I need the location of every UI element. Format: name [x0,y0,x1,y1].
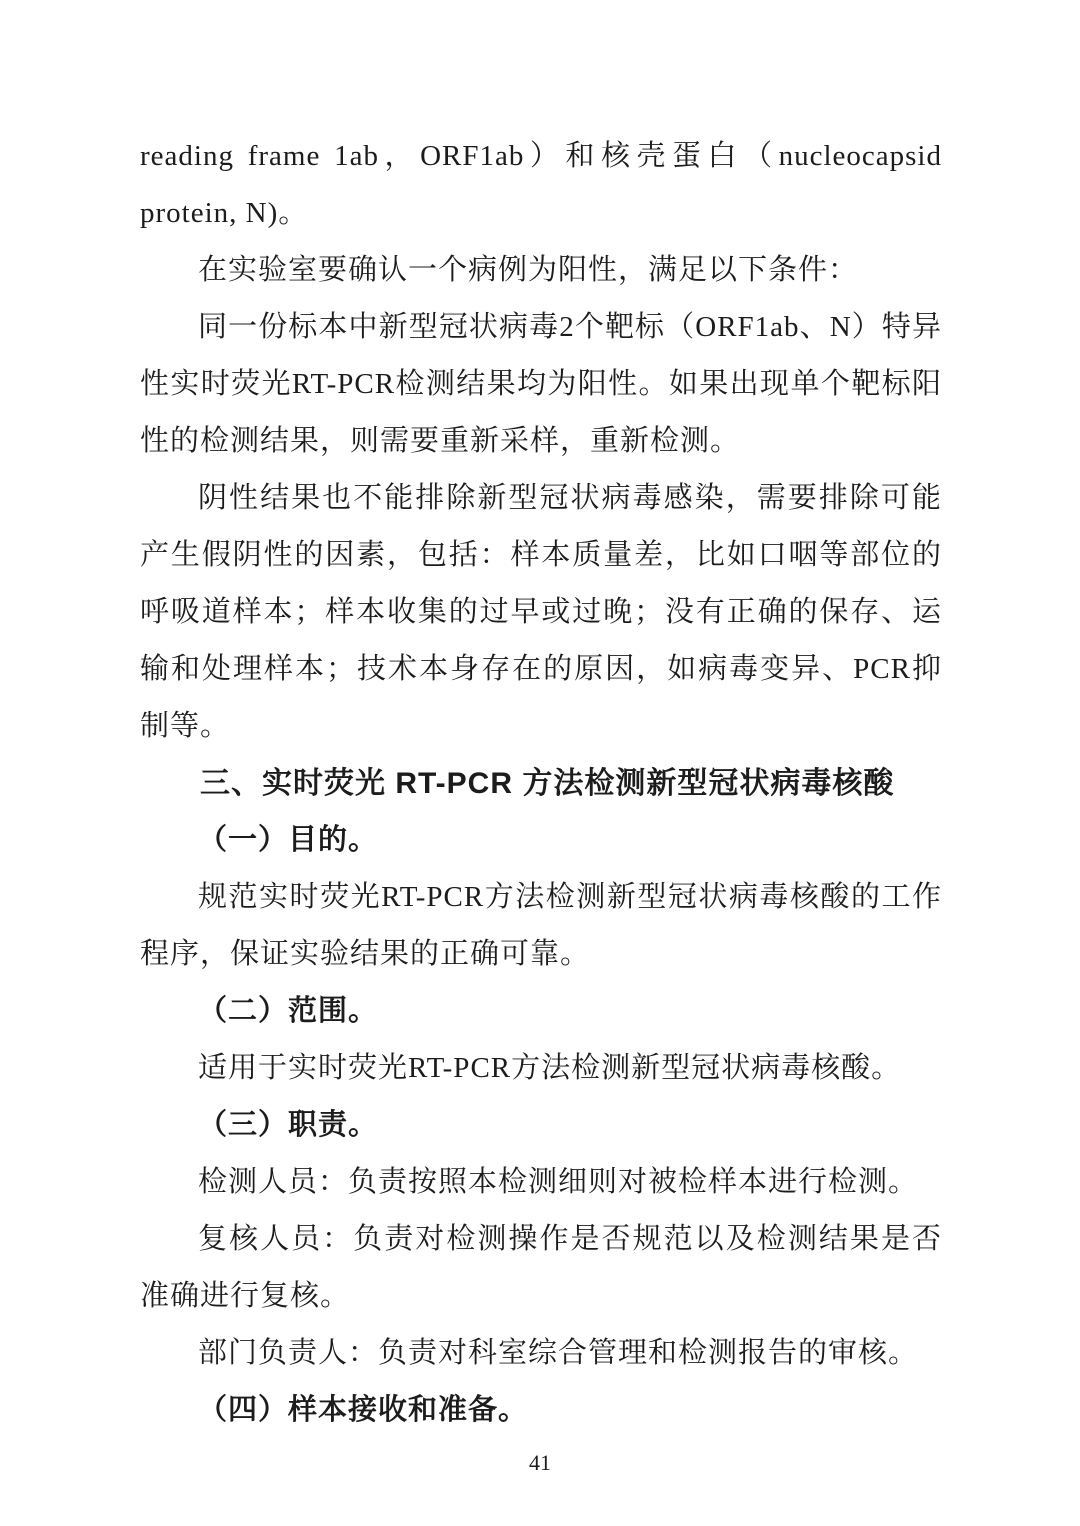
page-number: 41 [529,1450,551,1475]
section-heading: 三、实时荧光 RT-PCR 方法检测新型冠状病毒核酸 [200,767,895,800]
paragraph: 在实验室要确认一个病例为阳性，满足以下条件： [198,254,859,286]
paragraph-continuation: reading frame 1ab，ORF1ab）和核壳蛋白（nucleocapsid protein, N)。 [140,140,942,229]
paragraph: 阴性结果也不能排除新型冠状病毒感染，需要排除可能产生假阴性的因素，包括：样本质量差，比如口咽等部位的呼吸道样本；样本收集的过早或过晚；没有正确的保存、运输和处理样本；技术本身存在的原因，如病毒变异、PCR抑制等。 [140,482,942,742]
paragraph: 检测人员：负责按照本检测细则对被检样本进行检测。 [198,1166,919,1198]
subsection-heading-scope: （二）范围。 [198,995,379,1027]
paragraph: 同一份标本中新型冠状病毒2个靶标（ORF1ab、N）特异性实时荧光RT-PCR检测结果均为阳性。如果出现单个靶标阳性的检测结果，则需要重新采样，重新检测。 [140,311,942,457]
paragraph: 适用于实时荧光RT-PCR方法检测新型冠状病毒核酸。 [198,1052,902,1084]
paragraph: 规范实时荧光RT-PCR方法检测新型冠状病毒核酸的工作程序，保证实验结果的正确可靠。 [140,881,942,970]
paragraph: 复核人员：负责对检测操作是否规范以及检测结果是否准确进行复核。 [140,1223,942,1312]
subsection-heading-responsibilities: （三）职责。 [198,1109,379,1141]
paragraph: 部门负责人：负责对科室综合管理和检测报告的审核。 [198,1337,919,1369]
document-body [140,128,942,1439]
subsection-heading-purpose: （一）目的。 [198,824,379,856]
subsection-heading-sample-reception: （四）样本接收和准备。 [198,1394,529,1426]
